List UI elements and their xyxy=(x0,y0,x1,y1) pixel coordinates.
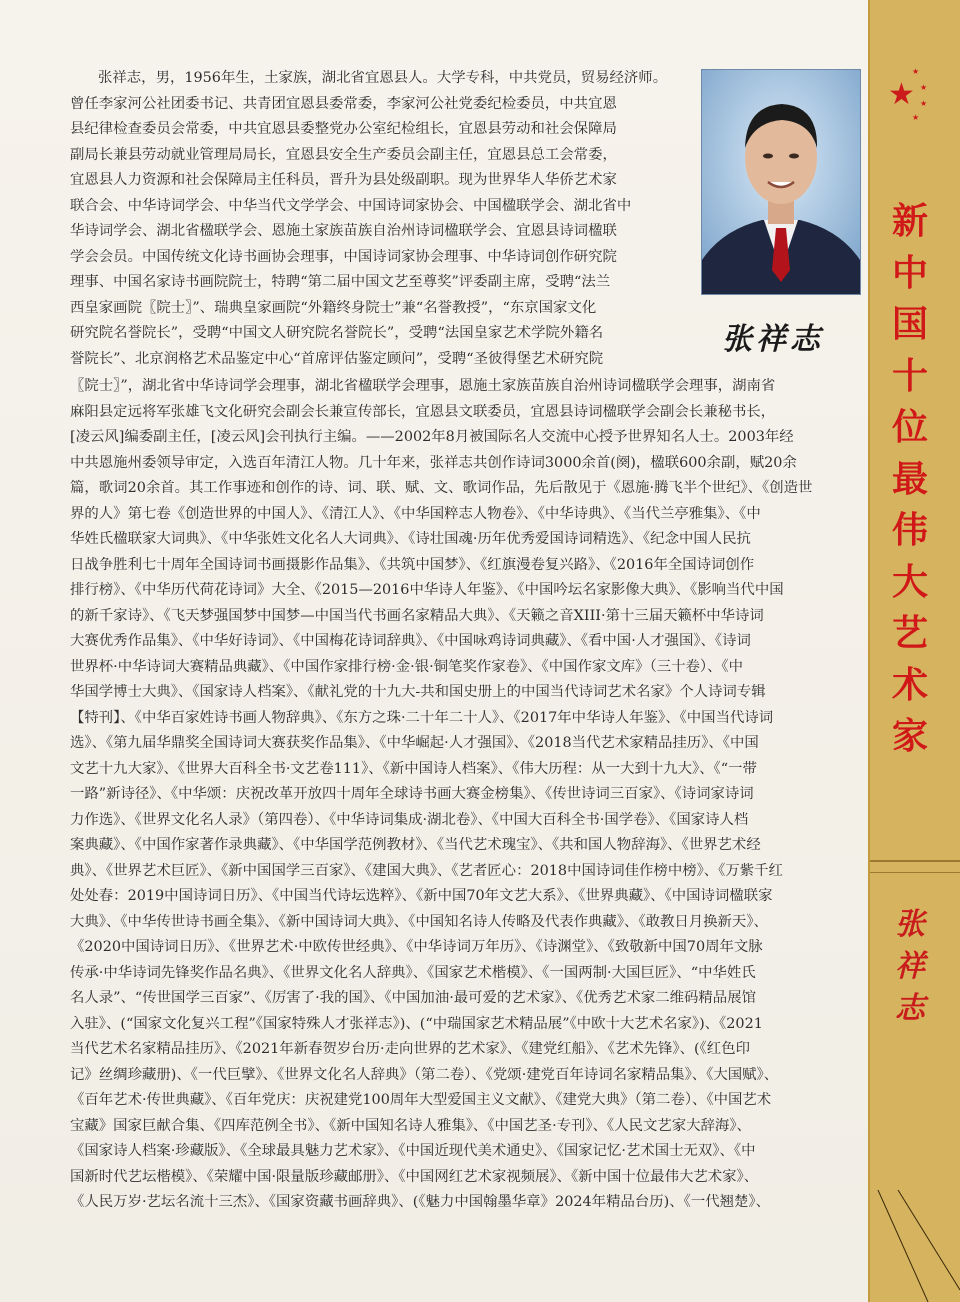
text-line: 曾任李家河公社团委书记、共青团宜恩县委常委，李家河公社党委纪检委员，中共宜恩 xyxy=(70,95,617,112)
text-line: 一路”新诗径》、《中华颂：庆祝改革开放四十周年全球诗书画大赛金榜集》、《传世诗词三百家》、《诗词家诗词 xyxy=(70,786,754,802)
portrait-photo xyxy=(701,69,861,295)
text-line: 入驻》、(“国家文化复兴工程”《国家特殊人才张祥志》)、(“中瑞国家艺术精品展”《中欧十大艺术名家》)、《2021 xyxy=(70,1015,763,1032)
signature: 张祥志 xyxy=(722,322,824,357)
bio-text-lower xyxy=(70,374,860,1216)
text-line: 当代艺术名家精品挂历》、《2021年新春贺岁台历·走向世界的艺术家》、《建党红船》、《艺术先锋》、(《红色印 xyxy=(70,1041,750,1057)
text-line: 界的人》第七卷《创造世界的中国人》、《清江人》、《中华国粹志人物卷》、《中华诗典》、《当代兰亭雅集》、《中 xyxy=(70,505,761,522)
text-line: 排行榜》、《中华历代荷花诗词》大全、《2015—2016中华诗人年鉴》、《中国吟坛名家影像大典》、《影响当代中国 xyxy=(70,582,784,598)
bio-text-upper xyxy=(70,66,681,372)
text-line: 【特刊】、《中华百家姓诗书画人物辞典》、《东方之珠·二十年二十人》、《2017年中华诗人年鉴》、《中国当代诗词 xyxy=(70,709,774,726)
text-line: 文艺十九大家》、《世界大百科全书·文艺卷111》、《新中国诗人档案》、《伟大历程：从一大到十九大》、《“一带 xyxy=(70,760,757,777)
text-line: [凌云风]编委副主任，[凌云风]会刊执行主编。——2002年8月被国际名人交流中心授予世界知名人士。2003年经 xyxy=(70,429,794,445)
text-line: 宜恩县人力资源和社会保障局主任科员，晋升为县处级副职。现为世界华人华侨艺术家 xyxy=(70,172,617,188)
text-line: 大典》、《中华传世诗书画全集》、《新中国诗词大典》、《中国知名诗人传略及代表作典藏》、《敢教日月换新天》、 xyxy=(70,913,768,930)
text-line: 华国学博士大典》、《国家诗人档案》、《献礼党的十九大-共和国史册上的中国当代诗词艺术名家》个人诗词专辑 xyxy=(70,684,766,700)
decorative-lines xyxy=(868,1190,960,1302)
text-line: 誉院长”、北京润格艺术品鉴定中心“首席评估鉴定顾问”，受聘“圣彼得堡艺术研究院 xyxy=(70,350,604,367)
text-line: 华诗词学会、湖北省楹联学会、恩施土家族苗族自治州诗词楹联学会、宜恩县诗词楹联 xyxy=(70,223,617,239)
text-line: 《百年艺术·传世典藏》、《百年党庆：庆祝建党100周年大型爱国主义文献》、《建党大典》（第二卷）、《中国艺术 xyxy=(70,1092,772,1108)
text-line: 西皇家画院〖院士〗”、瑞典皇家画院“外籍终身院士”兼“名誉教授”，“东京国家文化 xyxy=(70,299,597,316)
sidebar-divider xyxy=(870,860,960,862)
vertical-name: 张祥志 xyxy=(895,907,925,1026)
text-line: 名人录”、“传世国学三百家”、《厉害了·我的国》、《中国加油·最可爱的艺术家》、《优秀艺术家二维码精品展馆 xyxy=(70,990,756,1006)
sidebar-divider-thin xyxy=(870,872,960,873)
text-line: 力作选》、《世界文化名人录》（第四卷）、《中华诗词集成·湖北卷》、《中国大百科全书·国学卷》、《国家诗人档 xyxy=(70,811,749,828)
text-line: 典》、《世界艺术巨匠》、《新中国国学三百家》、《建国大典》、《艺者匠心：2018中国诗词佳作榜中榜》、《万紫千红 xyxy=(70,862,783,879)
text-line: 华姓氏楹联家大词典》、《中华张姓文化名人大词典》、《诗壮国魂·历年优秀爱国诗词精选》、《纪念中国人民抗 xyxy=(70,531,751,547)
text-line: 的新千家诗》、《飞天梦强国梦中国梦—中国当代书画名家精品大典》、《天籁之音XIII·第十三届天籁杯中华诗词 xyxy=(70,607,764,624)
vertical-title: 新中国十位最伟大艺术家 xyxy=(891,201,928,757)
text-line: 理事、中国名家诗书画院院士，特聘“第二届中国文艺至尊奖”评委副主席，受聘“法兰 xyxy=(70,274,611,290)
text-line: 联合会、中华诗词学会、中华当代文学学会、中国诗词家协会、中国楹联学会、湖北省中 xyxy=(70,197,632,214)
text-line: 宝藏》国家巨献合集、《四库范例全书》、《新中国知名诗人雅集》、《中国艺圣·专刊》、《人民文艺家大辞海》、 xyxy=(70,1117,751,1134)
text-line: 张祥志，男，1956年生，土家族，湖北省宜恩县人。大学专科，中共党员，贸易经济师。 xyxy=(98,70,668,86)
text-line: 《人民万岁·艺坛名流十三杰》、《国家资藏书画辞典》、(《魅力中国翰墨华章》2024年精品台历)、《一代翘楚》、 xyxy=(70,1194,770,1210)
text-line: 县纪律检查委员会常委，中共宜恩县委整党办公室纪检组长，宜恩县劳动和社会保障局 xyxy=(70,121,617,137)
text-line: 选》、《第九届华鼎奖全国诗词大赛获奖作品集》、《中华崛起·人才强国》、《2018当代艺术家精品挂历》、《中国 xyxy=(70,735,759,751)
text-line: 中共恩施州委领导审定，入选百年清江人物。几十年来，张祥志共创作诗词3000余首(阕)，楹联600余副，赋20余 xyxy=(70,454,797,471)
text-line: 副局长兼县劳动就业管理局局长，宜恩县安全生产委员会副主任，宜恩县总工会常委， xyxy=(70,146,617,163)
text-line: 《国家诗人档案·珍藏版》、《全球最具魅力艺术家》、《中国近现代美术通史》、《国家记忆·艺术国士无双》、《中 xyxy=(70,1143,756,1159)
text-line: 学会会员。中国传统文化诗书画协会理事，中国诗词家协会理事、中华诗词创作研究院 xyxy=(70,248,617,265)
text-line: 大赛优秀作品集》、《中华好诗词》、《中国梅花诗词辞典》、《中国咏鸡诗词典藏》、《看中国·人才强国》、《诗词 xyxy=(70,633,751,649)
text-line: 〖院士〗”，湖北省中华诗词学会理事，湖北省楹联学会理事，恩施土家族苗族自治州诗词楹联学会理事，湖南省 xyxy=(70,378,776,394)
text-line: 麻阳县定远将军张雄飞文化研究会副会长兼宣传部长，宜恩县文联委员，宜恩县诗词楹联学会副会长兼秘书长， xyxy=(70,403,776,420)
text-line: 传承·中华诗词先锋奖作品名典》、《世界文化名人辞典》、《国家艺术楷模》、《一国两制·大国巨匠》、“中华姓氏 xyxy=(70,964,756,981)
text-line: 处处春：2019中国诗词日历》、《中国当代诗坛选粹》、《新中国70年文艺大系》、《世界典藏》、《中国诗词楹联家 xyxy=(70,888,773,904)
text-line: 研究院名誉院长”，受聘“中国文人研究院名誉院长”，受聘“法国皇家艺术学院外籍名 xyxy=(70,325,604,341)
text-line: 世界杯·中华诗词大赛精品典藏》、《中国作家排行榜·金·银·铜笔奖作家卷》、《中国作家文库》（三十卷）、《中 xyxy=(70,658,744,675)
text-line: 篇，歌词20余首。其工作事迹和创作的诗、词、联、赋、文、歌词作品，先后散见于《恩施·腾飞半个世纪》、《创造世 xyxy=(70,480,813,496)
text-line: 日战争胜利七十周年全国诗词书画摄影作品集》、《共筑中国梦》、《红旗漫卷复兴路》、《2016年全国诗词创作 xyxy=(70,556,755,573)
text-line: 记》丝绸珍藏册)、《一代巨擘》、《世界文化名人辞典》（第二卷）、《党颂·建党百年诗词名家精品集》、《大国赋》、 xyxy=(70,1066,779,1083)
text-line: 《2020中国诗词日历》、《世界艺术·中欧传世经典》、《中华诗词万年历》、《诗渊堂》、《致敬新中国70周年文脉 xyxy=(70,939,763,955)
text-line: 案典藏》、《中国作家著作录典藏》、《中华国学范例教材》、《当代艺术瑰宝》、《共和国人物辞海》、《世界艺术经 xyxy=(70,837,761,853)
text-line: 国新时代艺坛楷模》、《荣耀中国·限量版珍藏邮册》、《中国网红艺术家视频展》、《新中国十位最伟大艺术家》、 xyxy=(70,1168,759,1185)
